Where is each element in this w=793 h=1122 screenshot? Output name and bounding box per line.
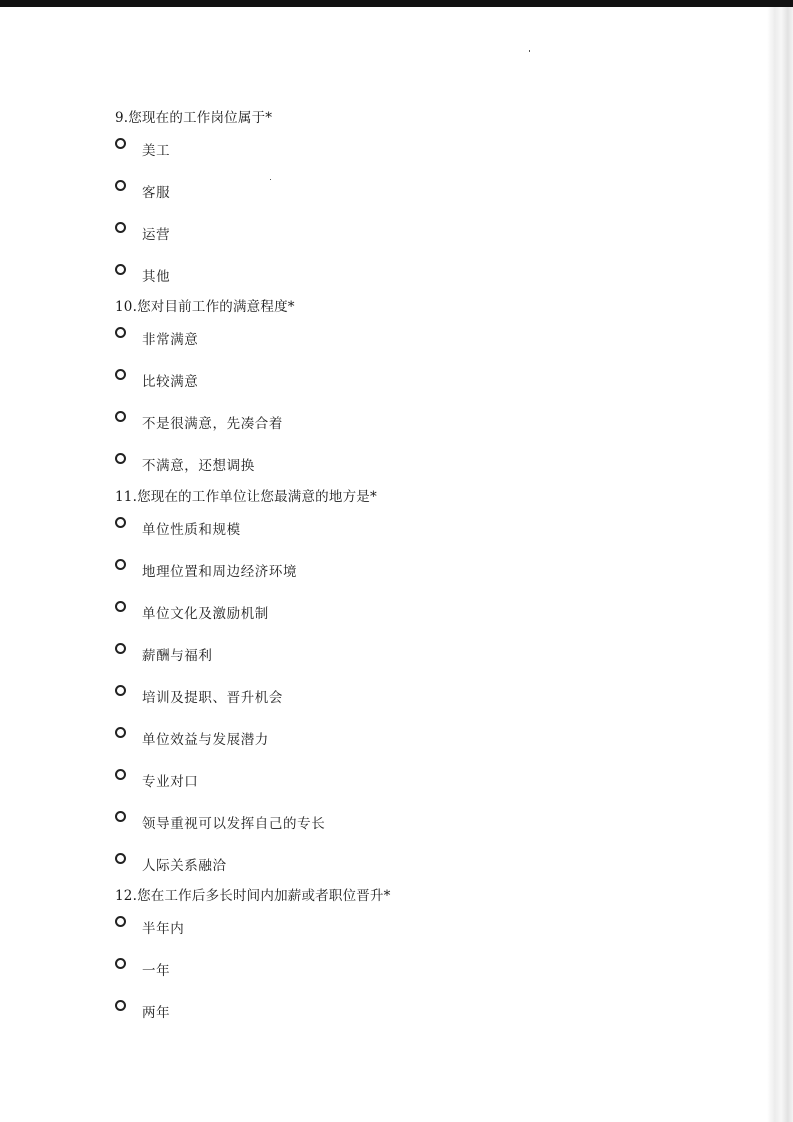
option-q11-culture[interactable]	[115, 601, 515, 623]
option-label: 培训及提职、晋升机会	[142, 690, 283, 706]
option-q10-very-satisfied[interactable]	[115, 327, 515, 349]
option-q11-location[interactable]	[115, 559, 515, 581]
radio-button[interactable]	[115, 916, 126, 927]
question-12-title: 12.您在工作后多长时间内加薪或者职位晋升*	[115, 888, 391, 904]
option-q10-dissatisfied[interactable]	[115, 453, 515, 475]
option-label: 单位文化及激励机制	[142, 606, 269, 622]
option-label: 比较满意	[142, 374, 199, 390]
option-q11-major-match[interactable]	[115, 769, 515, 791]
question-11-title: 11.您现在的工作单位让您最满意的地方是*	[115, 489, 377, 505]
option-label: 专业对口	[142, 774, 199, 790]
radio-button[interactable]	[115, 264, 126, 275]
option-label: 客服	[142, 185, 171, 201]
radio-button[interactable]	[115, 811, 126, 822]
radio-button[interactable]	[115, 411, 126, 422]
radio-button[interactable]	[115, 853, 126, 864]
radio-button[interactable]	[115, 643, 126, 654]
option-label: 领导重视可以发挥自己的专长	[142, 816, 326, 832]
radio-button[interactable]	[115, 138, 126, 149]
option-label: 非常满意	[142, 332, 199, 348]
radio-button[interactable]	[115, 517, 126, 528]
radio-button[interactable]	[115, 327, 126, 338]
option-q11-nature-scale[interactable]	[115, 517, 515, 539]
option-label: 一年	[142, 963, 171, 979]
option-label: 地理位置和周边经济环境	[142, 564, 298, 580]
radio-button[interactable]	[115, 453, 126, 464]
option-q12-half-year[interactable]	[115, 916, 515, 938]
option-label: 不满意，还想调换	[142, 458, 255, 474]
scan-top-border	[0, 0, 793, 7]
option-q11-salary[interactable]	[115, 643, 515, 665]
radio-button[interactable]	[115, 222, 126, 233]
option-q9-service[interactable]	[115, 180, 515, 202]
option-q9-other[interactable]	[115, 264, 515, 286]
radio-button[interactable]	[115, 559, 126, 570]
scan-right-edge	[767, 7, 793, 1122]
radio-button[interactable]	[115, 727, 126, 738]
radio-button[interactable]	[115, 180, 126, 191]
option-q11-leadership[interactable]	[115, 811, 515, 833]
option-label: 美工	[142, 143, 171, 159]
option-q11-relationships[interactable]	[115, 853, 515, 875]
option-q12-two-years[interactable]	[115, 1000, 515, 1022]
option-q9-operations[interactable]	[115, 222, 515, 244]
option-label: 运营	[142, 227, 171, 243]
question-9-title: 9.您现在的工作岗位属于*	[115, 110, 273, 126]
scan-speck	[529, 50, 530, 52]
option-q9-art[interactable]	[115, 138, 515, 160]
question-10-title: 10.您对目前工作的满意程度*	[115, 299, 295, 315]
option-q10-not-very-satisfied[interactable]	[115, 411, 515, 433]
option-label: 半年内	[142, 921, 185, 937]
option-label: 不是很满意，先凑合着	[142, 416, 283, 432]
radio-button[interactable]	[115, 369, 126, 380]
option-q12-one-year[interactable]	[115, 958, 515, 980]
option-label: 两年	[142, 1005, 171, 1021]
option-q10-fairly-satisfied[interactable]	[115, 369, 515, 391]
radio-button[interactable]	[115, 1000, 126, 1011]
option-label: 单位效益与发展潜力	[142, 732, 269, 748]
radio-button[interactable]	[115, 769, 126, 780]
radio-button[interactable]	[115, 958, 126, 969]
option-q11-training[interactable]	[115, 685, 515, 707]
radio-button[interactable]	[115, 601, 126, 612]
option-q11-benefit[interactable]	[115, 727, 515, 749]
option-label: 人际关系融洽	[142, 858, 227, 874]
option-label: 单位性质和规模	[142, 522, 241, 538]
option-label: 薪酬与福利	[142, 648, 213, 664]
radio-button[interactable]	[115, 685, 126, 696]
option-label: 其他	[142, 269, 171, 285]
